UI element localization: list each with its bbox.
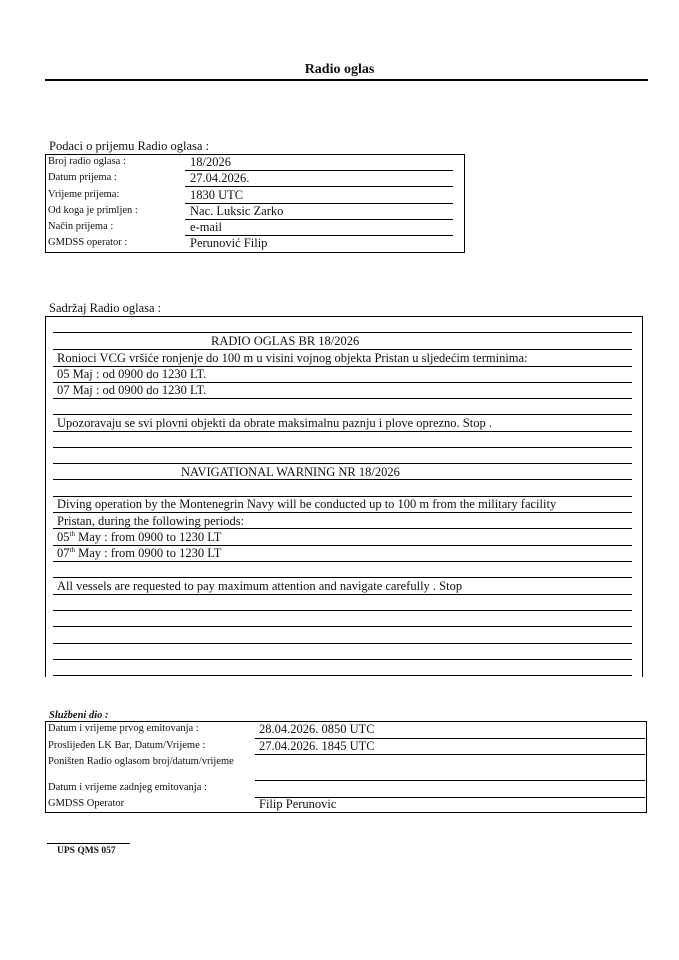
- footer-rule: [47, 843, 130, 844]
- official-underline: [255, 754, 645, 755]
- receipt-heading: Podaci o prijemu Radio oglasa :: [49, 139, 210, 153]
- receipt-table: [45, 154, 465, 254]
- rule-line: [53, 626, 632, 627]
- official-value-forwarded: 27.04.2026. 1845 UTC: [259, 739, 375, 753]
- rule-line: [53, 398, 632, 399]
- rule-line: [53, 431, 632, 432]
- title-divider: [45, 79, 648, 81]
- receipt-label-date: Datum prijema :: [48, 172, 117, 183]
- nav-warning-date-2: 07th May : from 0900 to 1230 LT: [57, 546, 222, 561]
- official-bottom-rule: [45, 812, 646, 813]
- official-label-cancelled: Poništen Radio oglasom broj/datum/vrijeme: [48, 756, 234, 767]
- document-code: UPS QMS 057: [57, 846, 116, 856]
- rule-line: [53, 414, 632, 415]
- local-notice-date-1: 05 Maj : od 0900 do 1230 LT.: [57, 367, 207, 381]
- rule-line: [53, 332, 632, 333]
- receipt-label-time: Vrijeme prijema:: [48, 189, 120, 200]
- official-label-first-broadcast: Datum i vrijeme prvog emitovanja :: [48, 723, 199, 734]
- content-heading: Sadržaj Radio oglasa :: [49, 301, 162, 315]
- rule-line: [53, 675, 632, 676]
- receipt-label-from: Od koga je primljen :: [48, 205, 138, 216]
- receipt-value-method: e-mail: [190, 220, 222, 234]
- official-value-operator: Filip Perunovic: [259, 797, 337, 811]
- rule-line: [53, 447, 632, 448]
- official-label-last-broadcast: Datum i vrijeme zadnjeg emitovanja :: [48, 782, 207, 793]
- receipt-value-date: 27.04.2026.: [190, 171, 250, 185]
- receipt-underline: [185, 219, 453, 220]
- rule-line: [53, 643, 632, 644]
- receipt-label-method: Način prijema :: [48, 221, 114, 232]
- rule-line: [53, 594, 632, 595]
- receipt-value-from: Nac. Luksic Zarko: [190, 204, 284, 218]
- rule-line: [53, 659, 632, 660]
- receipt-underline: [185, 186, 453, 187]
- official-value-first-broadcast: 28.04.2026. 0850 UTC: [259, 722, 375, 736]
- nav-warning-closing: All vessels are requested to pay maximum attention and navigate carefully . Stop: [57, 579, 463, 593]
- rule-line: [53, 463, 632, 464]
- nav-warning-title: NAVIGATIONAL WARNING NR 18/2026: [181, 465, 400, 479]
- official-heading: Službeni dio :: [49, 710, 109, 721]
- local-notice-warning: Upozoravaju se svi plovni objekti da obrate maksimalnu paznju i plove oprezno. Stop .: [57, 416, 492, 430]
- receipt-label-operator: GMDSS operator :: [48, 237, 128, 248]
- receipt-label-number: Broj radio oglasa :: [48, 156, 126, 167]
- official-label-forwarded: Proslijeđen LK Bar, Datum/Vrijeme :: [48, 740, 206, 751]
- local-notice-date-2: 07 Maj : od 0900 do 1230 LT.: [57, 383, 207, 397]
- nav-warning-body-line-1: Diving operation by the Montenegrin Navy will be conducted up to 100 m from the military facility: [57, 497, 557, 511]
- page-title: Radio oglas: [304, 62, 375, 77]
- local-notice-title: RADIO OGLAS BR 18/2026: [211, 334, 360, 348]
- rule-line: [53, 349, 632, 350]
- receipt-value-time: 1830 UTC: [190, 188, 244, 202]
- receipt-value-operator: Perunović Filip: [190, 236, 268, 250]
- official-underline: [255, 780, 645, 781]
- rule-line: [53, 577, 632, 578]
- local-notice-body: Ronioci VCG vršiće ronjenje do 100 m u visini vojnog objekta Pristan u sljedećim terminima:: [57, 351, 528, 365]
- official-label-operator: GMDSS Operator: [48, 798, 125, 809]
- receipt-value-number: 18/2026: [190, 155, 231, 169]
- nav-warning-body-line-2: Pristan, during the following periods:: [57, 514, 245, 528]
- rule-line: [53, 610, 632, 611]
- rule-line: [53, 512, 632, 513]
- nav-warning-date-1: 05th May : from 0900 to 1230 LT: [57, 530, 222, 545]
